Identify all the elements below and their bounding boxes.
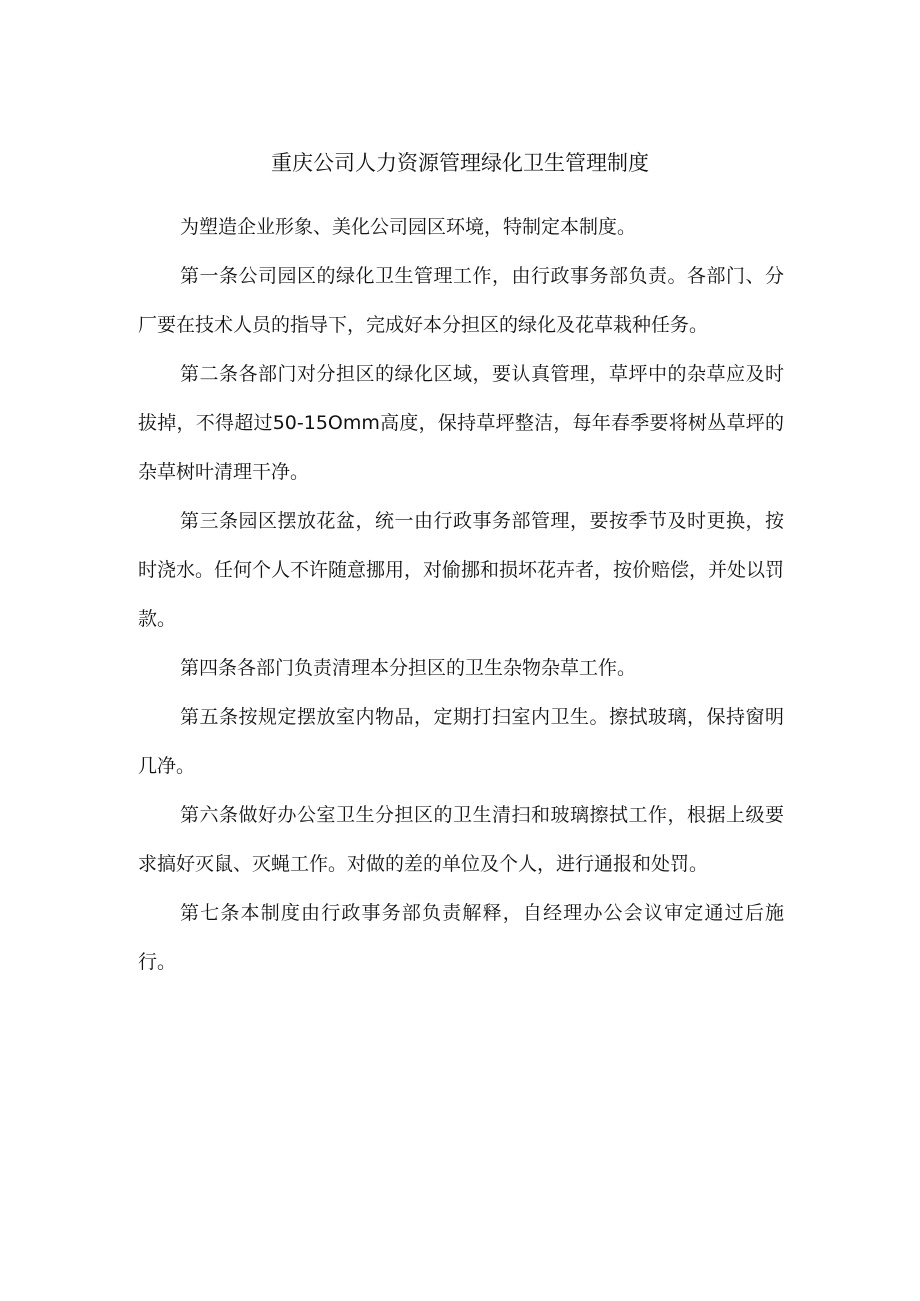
- paragraph-article-5: 第五条按规定摆放室内物品，定期打扫室内卫生。擦拭玻璃，保持窗明几净。: [138, 706, 784, 777]
- paragraph-article-3: 第三条园区摆放花盆，统一由行政事务部管理，要按季节及时更换，按时浇水。任何个人不许随意挪用，对偷挪和损坏花卉者，按价赔偿，并处以罚款。: [138, 510, 785, 630]
- paragraph-article-4: 第四条各部门负责清理本分担区的卫生杂物杂草工作。: [180, 657, 637, 679]
- paragraph-article-7: 第七条本制度由行政事务部负责解释，自经理办公会议审定通过后施行。: [138, 902, 784, 973]
- paragraph-article-6: 第六条做好办公室卫生分担区的卫生清扫和玻璃擦拭工作，根据上级要求搞好灭鼠、灭蝇工作。对做的差的单位及个人，进行通报和处罚。: [138, 804, 784, 875]
- paragraph-article-1: 第一条公司园区的绿化卫生管理工作，由行政事务部负责。各部门、分厂要在技术人员的指导下，完成好本分担区的绿化及花草栽种任务。: [138, 265, 784, 336]
- paragraph-article-2: 第二条各部门对分担区的绿化区域，要认真管理，草坪中的杂草应及时拔掉，不得超过50-15Omm高度，保持草坪整洁，每年春季要将树丛草坪的杂草树叶清理干净。: [138, 363, 784, 483]
- document-title: 重庆公司人力资源管理绿化卫生管理制度: [271, 151, 649, 175]
- paragraph-intro: 为塑造企业形象、美化公司园区环境，特制定本制度。: [180, 216, 637, 238]
- document-body: [138, 203, 784, 987]
